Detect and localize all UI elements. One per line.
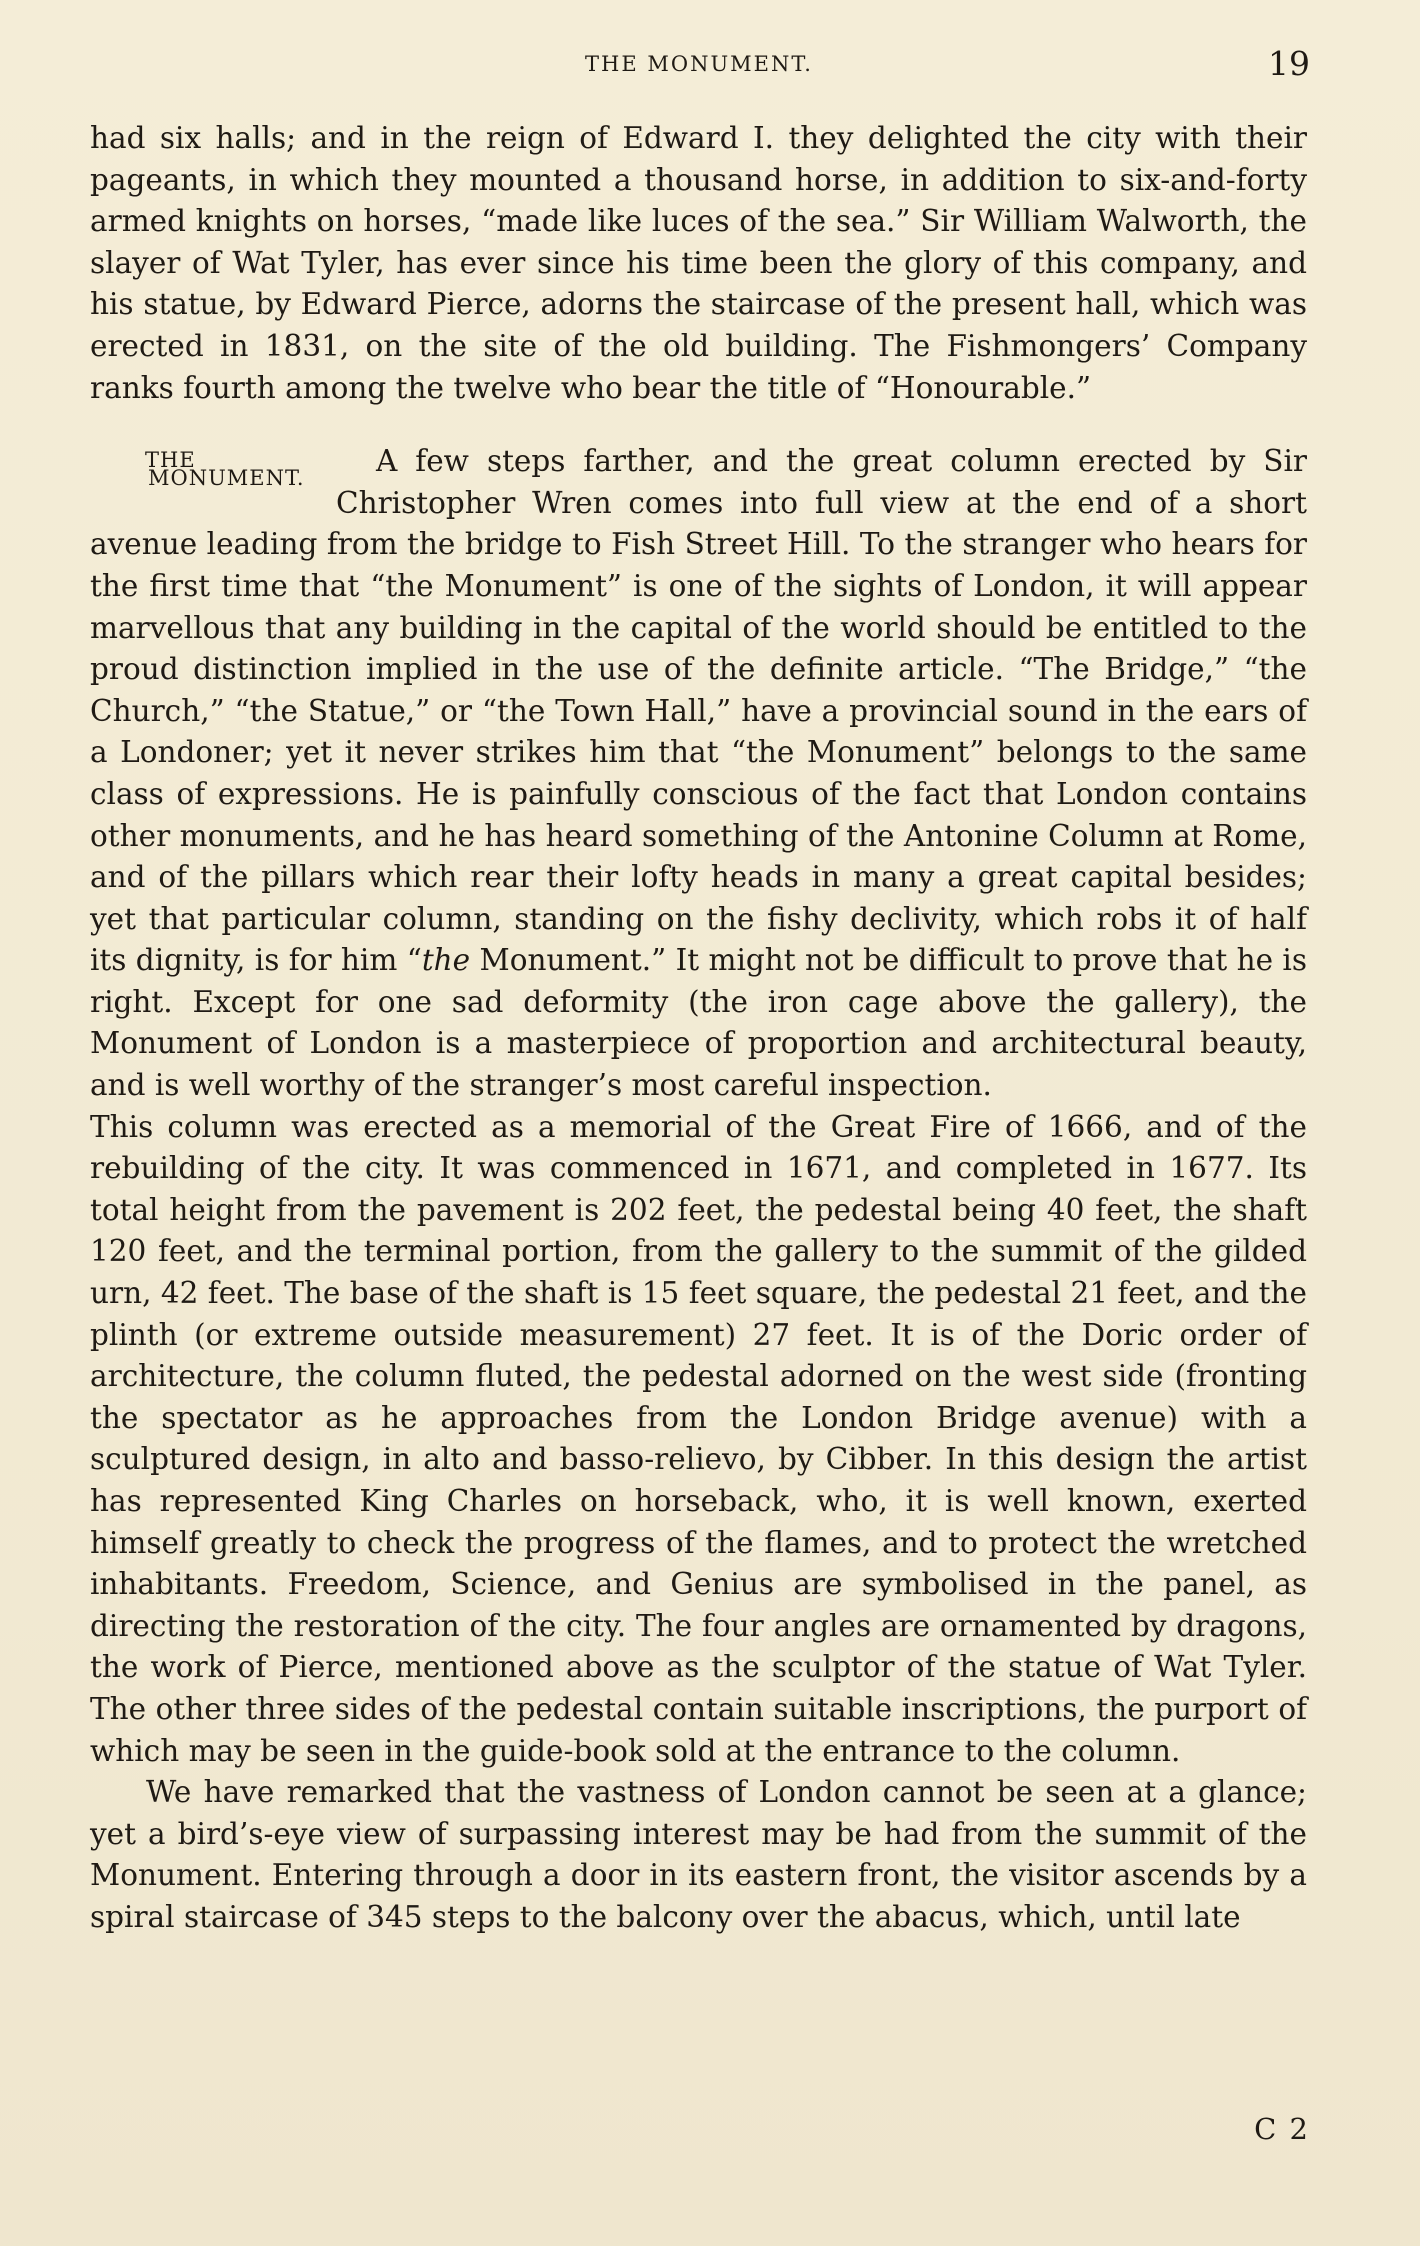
section-the-monument bbox=[90, 441, 1307, 1107]
running-head bbox=[88, 44, 1310, 84]
body-text bbox=[90, 118, 1307, 1939]
marginal-note-line-2: MONUMENT. bbox=[148, 466, 305, 491]
running-title: THE MONUMENT. bbox=[585, 52, 813, 76]
emphasis-the: the bbox=[421, 943, 471, 978]
paragraph-monument-intro: A few steps farther, and the great column erected by Sir Christopher Wren comes into full view at the end of a short avenue leading from the bridge to Fish Street Hill. To the stranger who hears for the first time that “the Monument” is one of the sights of London, it will appear marvellous that any building in the capital of the world should be entitled to the proud distinction implied in the use of the definite article. “The Bridge,” “the Church,” “the Statue,” or “the Town Hall,” have a provincial sound in the ears of a Londoner; yet it never strikes him that “the Monument” belongs to the same class of expressions. He is painfully conscious of the fact that London contains other monuments, and he has heard something of the Antonine Column at Rome, and of the pillars which rear their lofty heads in many a great capital besides; yet that particular column, standing on the fishy declivity, which robs it of half its dignity, is for him “the Monument.” It might not be difficult to prove that he is right. Except for one sad deformity (the iron cage above the gallery), the Monument of London is a masterpiece of proportion and architectural beauty, and is well worthy of the stranger’s most careful inspection. bbox=[90, 444, 1307, 1103]
signature-mark: C 2 bbox=[1254, 2112, 1310, 2146]
paragraph-birds-eye-view: We have remarked that the vastness of London cannot be seen at a glance; yet a bird’s-eye view of surpassing interest may be had from the summit of the Monument. Entering through a door in its eastern front, the visitor ascends by a spiral staircase of 345 steps to the balcony over the abacus, which, until late bbox=[90, 1775, 1307, 1934]
page-number: 19 bbox=[1268, 44, 1310, 83]
marginal-note bbox=[90, 441, 320, 515]
marginal-note-line-1: THE bbox=[145, 448, 196, 473]
paragraph-fishmongers: had six halls; and in the reign of Edward I. they delighted the city with their pageants, in which they mounted a thousand horse, in addition to six-and-forty armed knights on horses, “made like luces of the sea.” Sir William Walworth, the slayer of Wat Tyler, has ever since his time been the glory of this company, and his statue, by Edward Pierce, adorns the staircase of the present hall, which was erected in 1831, on the site of the old building. The Fishmongers’ Company ranks fourth among the twelve who bear the title of “Honourable.” bbox=[90, 121, 1307, 405]
paragraph-column-details: This column was erected as a memorial of the Great Fire of 1666, and of the rebuilding of the city. It was commenced in 1671, and completed in 1677. Its total height from the pavement is 202 feet, the pedestal being 40 feet, the shaft 120 feet, and the terminal portion, from the gallery to the summit of the gilded urn, 42 feet. The base of the shaft is 15 feet square, the pedestal 21 feet, and the plinth (or extreme outside measurement) 27 feet. It is of the Doric order of architecture, the column fluted, the pedestal adorned on the west side (fronting the spectator as he approaches from the London Bridge avenue) with a sculptured design, in alto and basso-relievo, by Cibber. In this design the artist has represented King Charles on horseback, who, it is well known, exerted himself greatly to check the progress of the flames, and to protect the wretched inhabitants. Freedom, Science, and Genius are symbolised in the panel, as directing the restoration of the city. The four angles are ornamented by dragons, the work of Pierce, mentioned above as the sculptor of the statue of Wat Tyler. The other three sides of the pedestal contain suitable inscriptions, the purport of which may be seen in the guide-book sold at the entrance to the column. bbox=[90, 1109, 1307, 1768]
